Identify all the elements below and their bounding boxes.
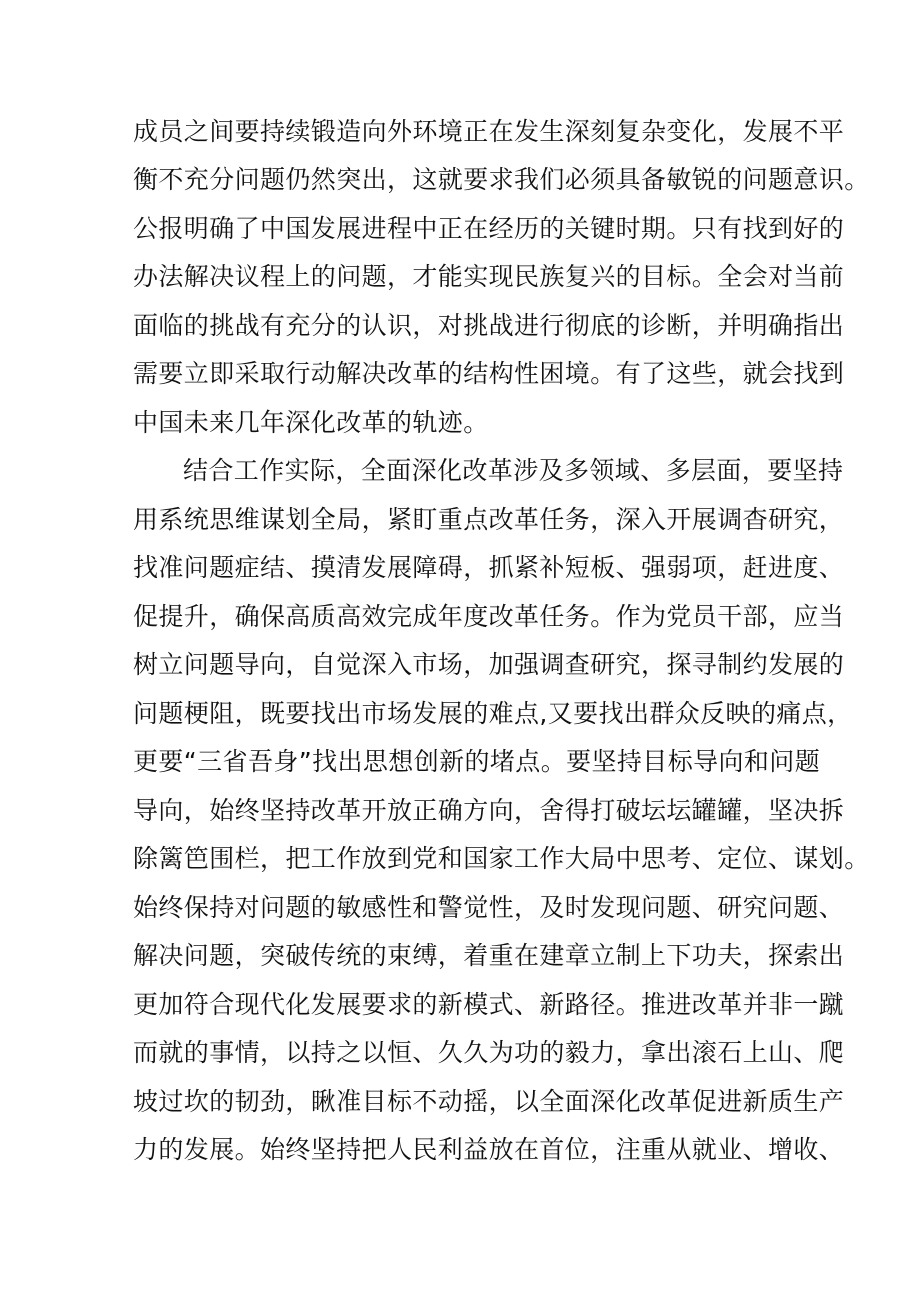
text-line: 用系统思维谋划全局，紧盯重点改革任务，深入开展调杳研究， <box>133 505 845 534</box>
text-line: 办法解决议程上的问题，才能实现民族复兴的目标。全会对当前 <box>133 262 845 291</box>
text-line: 始终保持对问题的敏感性和警觉性，及时发现问题、研究问题、 <box>133 893 845 922</box>
text-line-indented: 结合工作实际，全面深化改革涉及多领域、多层面，要坚持 <box>183 456 844 485</box>
text-line: 更要“三省吾身”找出思想创新的堵点。要坚持目标导向和问题 <box>133 747 821 776</box>
text-line: 促提升，确保高质高效完成年度改革任务。作为党员干部，应当 <box>133 602 845 631</box>
text-line: 树立问题导向，自觉深入市场，加强调查研究，探寻制约发展的 <box>133 650 845 679</box>
text-line: 导向，始终坚持改革开放正确方向，舍得打破坛坛罐罐，坚决拆 <box>133 796 845 825</box>
text-line: 坡过坎的韧劲，瞅准目标不动摇，以全面深化改革促进新质生产 <box>133 1087 845 1116</box>
text-line: 力的发展。始终坚持把人民利益放在首位，注重从就业、增收、 <box>133 1135 845 1164</box>
text-line: 问题梗阻，既要找出市场发展的难点,又要找出群众反映的痛点， <box>133 699 853 728</box>
text-line: 更加符合现代化发展要求的新模式、新路径。推进改革并非一蹴 <box>133 990 845 1019</box>
text-line: 需要立即采取行动解决改革的结构性困境。有了这些，就会找到 <box>133 359 845 388</box>
text-line: 中国未来几年深化改革的轨迹。 <box>133 408 489 437</box>
text-line: 面临的挑战有充分的认识，对挑战进行彻底的诊断，并明确指出 <box>133 311 845 340</box>
text-line: 成员之间要持续锻造向外环境正在发生深刻复杂变化，发展不平 <box>133 117 845 146</box>
text-line: 找准问题症结、摸清发展障碍，抓紧补短板、强弱项，赶进度、 <box>133 553 845 582</box>
text-line: 除篱笆围栏，把工作放到党和国家工作大局中思考、定位、谋划。 <box>133 844 870 873</box>
text-line: 而就的事情，以持之以恒、久久为功的毅力，拿出滚石上山、爬 <box>133 1038 845 1067</box>
text-line: 解决问题，突破传统的束缚，着重在建章立制上下功夫，探索出 <box>133 941 845 970</box>
text-line: 衡不充分问题仍然突出，这就要求我们必须具备敏锐的问题意识。 <box>133 165 870 194</box>
text-line: 公报明确了中国发展进程中正在经历的关键时期。只有找到好的 <box>133 214 845 243</box>
